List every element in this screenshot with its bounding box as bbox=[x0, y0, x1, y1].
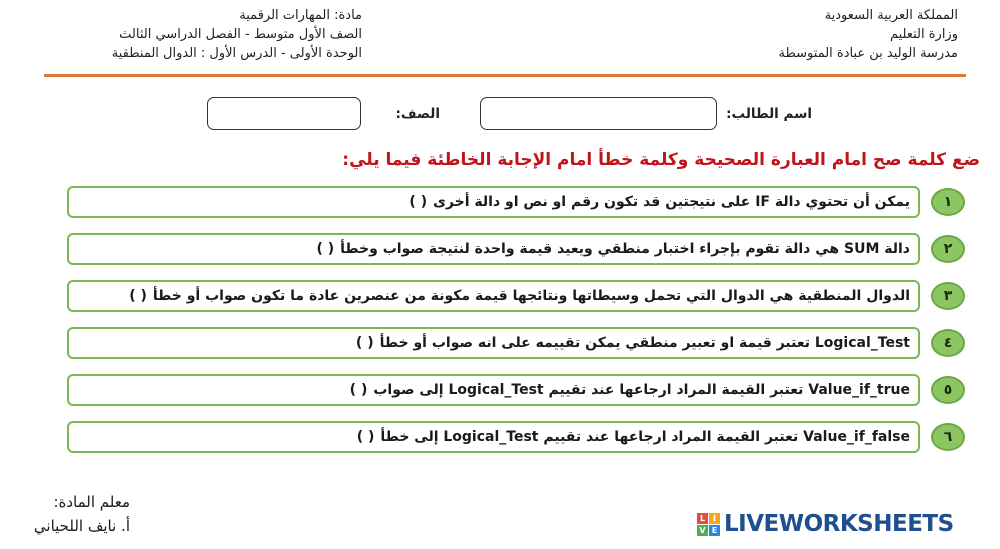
logo-grid-cell: I bbox=[709, 513, 720, 524]
logo-grid-icon bbox=[697, 513, 720, 536]
header-right-line: مدرسة الوليد بن عبادة المتوسطة bbox=[778, 46, 958, 61]
logo-grid-cell: V bbox=[697, 525, 708, 536]
answer-blank[interactable]: ( ) bbox=[355, 335, 374, 351]
teacher-name: أ. نايف اللحياني bbox=[33, 517, 130, 535]
class-label: الصف: bbox=[395, 106, 440, 122]
question-box bbox=[67, 374, 920, 406]
student-name-field[interactable] bbox=[480, 97, 717, 130]
question-box bbox=[67, 280, 920, 312]
answer-blank[interactable]: ( ) bbox=[356, 429, 375, 445]
question-number-badge: ١ bbox=[931, 188, 965, 216]
instruction-text: ضع كلمة صح امام العبارة الصحيحة وكلمة خطأ امام الإجابة الخاطئة فيما يلي: bbox=[342, 150, 980, 170]
header-left-line: الصف الأول متوسط - الفصل الدراسي الثالث bbox=[119, 27, 362, 42]
question-text: Value_if_true تعتبر القيمة المراد ارجاعها عند تقييم Logical_Test إلى صواب bbox=[373, 382, 910, 398]
header-right-line: المملكة العربية السعودية bbox=[824, 8, 958, 23]
question-number-badge: ٤ bbox=[931, 329, 965, 357]
logo-grid-cell: L bbox=[697, 513, 708, 524]
question-box bbox=[67, 327, 920, 359]
question-text: يمكن أن تحتوي دالة IF على نتيجتين قد تكون رقم او نص او دالة أخرى bbox=[433, 194, 910, 210]
student-name-label: اسم الطالب: bbox=[726, 106, 812, 122]
teacher-label: معلم المادة: bbox=[53, 493, 130, 511]
header-right-block bbox=[779, 6, 958, 63]
question-box bbox=[67, 421, 920, 453]
header-left-block bbox=[100, 6, 362, 63]
question-number-badge: ٣ bbox=[931, 282, 965, 310]
question-box bbox=[67, 186, 920, 218]
answer-blank[interactable]: ( ) bbox=[316, 241, 335, 257]
header-left-line: الوحدة الأولى - الدرس الأول : الدوال المنطقية bbox=[111, 46, 362, 61]
header-divider bbox=[44, 74, 966, 77]
answer-blank[interactable]: ( ) bbox=[349, 382, 368, 398]
header-left-line: مادة: المهارات الرقمية bbox=[239, 8, 362, 23]
question-number-badge: ٥ bbox=[931, 376, 965, 404]
liveworksheets-logo[interactable] bbox=[697, 511, 954, 537]
question-number-badge: ٢ bbox=[931, 235, 965, 263]
question-box bbox=[67, 233, 920, 265]
header-right-line: وزارة التعليم bbox=[889, 27, 958, 42]
answer-blank[interactable]: ( ) bbox=[129, 288, 147, 304]
question-text: الدوال المنطقية هي الدوال التي تحمل وسيطاتها ونتائجها قيمة مكونة من عنصرين عادة ما تكون صواب أو خطأ bbox=[152, 288, 910, 304]
question-text: Logical_Test تعتبر قيمة او تعبير منطقي يمكن تقييمه على انه صواب أو خطأ bbox=[379, 335, 910, 351]
answer-blank[interactable]: ( ) bbox=[409, 194, 428, 210]
logo-grid-cell: E bbox=[709, 525, 720, 536]
question-number-badge: ٦ bbox=[931, 423, 965, 451]
brand-text: LIVEWORKSHEETS bbox=[724, 511, 954, 537]
teacher-block bbox=[20, 490, 130, 538]
class-field[interactable] bbox=[207, 97, 361, 130]
question-text: Value_if_false تعتبر القيمة المراد ارجاعها عند تقييم Logical_Test إلى خطأ bbox=[380, 429, 910, 445]
question-text: دالة SUM هي دالة تقوم بإجراء اختبار منطقي ويعيد قيمة واحدة لنتيجة صواب وخطأ bbox=[340, 241, 910, 257]
